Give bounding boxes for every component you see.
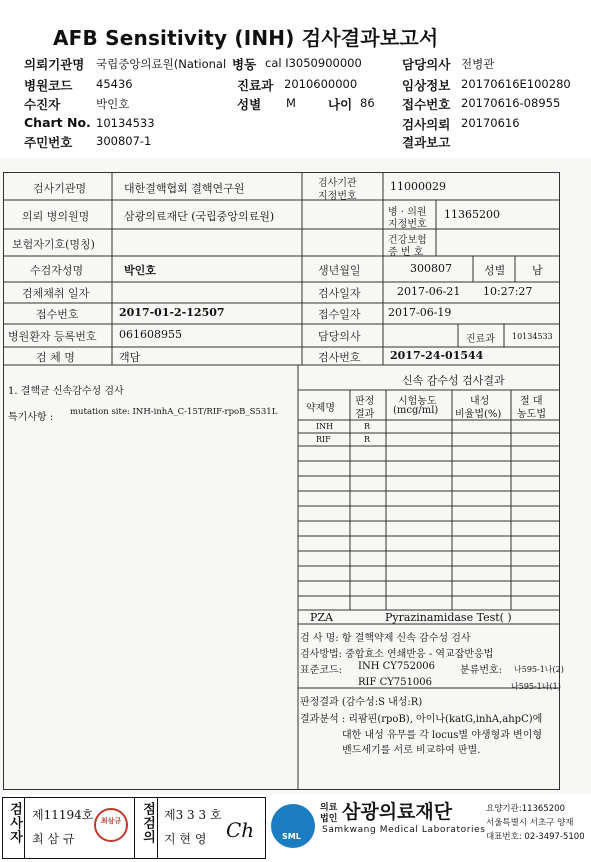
sex-form-value: 남 [532, 264, 543, 277]
drug-result-cell: R [364, 435, 371, 444]
reg-no-value: 061608955 [119, 328, 182, 341]
foundation-prefix-1: 의료 [320, 803, 338, 813]
receipt-value: 20170616-08955 [461, 96, 561, 110]
contact-line-1: 요양기관:11365200 [486, 804, 565, 814]
test-date-label: 검사일자 [318, 287, 361, 300]
specimen-label: 검 체 명 [36, 351, 75, 364]
lab-code-value: 11000029 [390, 180, 446, 193]
sex-form-label: 성별 [484, 264, 506, 277]
judge-line: 판정결과 (감수성:S 내성:R) [300, 697, 423, 708]
req-hosp-label: 의뢰 병의원명 [22, 210, 90, 223]
analysis-line-2: 대한 내성 유무를 각 locus별 야생형과 변이형 [342, 730, 543, 741]
ward-value: cal I3050900000 [265, 56, 362, 70]
inh-code: INH CY752006 [358, 661, 436, 672]
req-org-label: 의뢰기관명 [24, 57, 85, 72]
checker-label: 점검의 [140, 802, 155, 844]
test-req-label: 검사의뢰 [402, 117, 451, 132]
specimen-value: 객담 [119, 351, 141, 364]
checker-license-no: 제3 3 3 호 [164, 808, 222, 822]
col-ratio-header-1: 내성 [470, 396, 490, 407]
col-judge-header-2: 결과 [355, 409, 375, 420]
req-org-value: 국립중앙의료원(National [96, 57, 227, 71]
doctor-form-label: 담당의사 [318, 330, 361, 343]
col-conc-header-2: (mcg/ml) [393, 405, 439, 416]
patient-label: 수진자 [24, 97, 61, 112]
clinical-label: 임상정보 [402, 78, 451, 93]
patient-name-value: 박인호 [124, 264, 156, 277]
checker-signature: Ch [226, 818, 255, 842]
insured-label: 보험자기호(명칭) [12, 238, 95, 251]
report-title: AFB Sensitivity (INH) 검사결과보고서 [53, 26, 439, 50]
receipt-label: 접수번호 [402, 97, 451, 112]
tester-seal: 최삼규 [94, 808, 128, 842]
health-label-2: 증 번 호 [388, 247, 424, 258]
test-heading: 1. 결핵균 신속감수성 검사 [8, 386, 124, 397]
patient-value: 박인호 [96, 97, 130, 111]
hosp-code-label-2: 지정번호 [388, 219, 427, 230]
receipt-date-value: 2017-06-19 [388, 306, 452, 319]
col-abs-header-2: 농도법 [517, 409, 546, 420]
foundation-en-name: Samkwang Medical Laboratories [322, 825, 486, 835]
contact-line-2: 서울특별시 서초구 양재 [486, 818, 574, 828]
sml-logo-text: SML [282, 832, 301, 841]
foundation-prefix-2: 법인 [320, 814, 338, 824]
col-abs-header-1: 절 대 [520, 396, 543, 407]
lab-name-value: 대한결핵협회 결핵연구원 [124, 182, 245, 195]
col-judge-header-1: 판정 [355, 396, 375, 407]
reg-no-label: 병원환자 등록번호 [8, 330, 97, 343]
special-notes-value: mutation site: INH-inhA_C-15T/RIF-rpoB_S531L [70, 407, 278, 417]
dept-label: 진료과 [237, 78, 274, 93]
rrn-label: 주민번호 [24, 135, 73, 150]
test-date-value: 2017-06-21 [397, 285, 461, 298]
pza-label: PZA [310, 611, 333, 624]
req-hosp-value: 삼광의료재단 (국립중앙의료원) [124, 210, 275, 223]
method-test-name: 검 사 명: 항 결핵약제 신속 감수성 검사 [300, 633, 471, 644]
analysis-line-3: 밴드세기를 서로 비교하여 판별. [342, 745, 481, 756]
test-no-value: 2017-24-01544 [390, 349, 484, 362]
age-value: 86 [360, 96, 375, 110]
receipt-date-label: 접수일자 [318, 308, 361, 321]
foundation-name: 삼광의료재단 [342, 801, 453, 823]
test-no-label: 검사번호 [318, 351, 361, 364]
hosp-code-value: 11365200 [444, 208, 500, 221]
class-label: 분류번호: [460, 665, 503, 676]
rif-class: 나595-1나(1) [511, 682, 561, 691]
pza-value: Pyrazinamidase Test( ) [385, 611, 512, 624]
col-conc-header-1: 시험농도 [398, 396, 437, 407]
hosp-code-label-1: 병 · 의원 [388, 207, 427, 218]
tester-label: 검사자 [7, 802, 22, 844]
drug-name-cell: INH [316, 422, 334, 431]
doctor-value: 전병관 [461, 57, 495, 71]
col-drug-header: 약제명 [306, 403, 335, 414]
contact-line-3: 대표번호: 02-3497-5100 [486, 832, 585, 842]
chart-value: 10134533 [96, 116, 155, 130]
receipt-no-value: 2017-01-2-12507 [119, 306, 225, 319]
birth-label: 생년월일 [318, 264, 361, 277]
tester-license-no: 제11194호 [32, 808, 94, 822]
doctor-label: 담당의사 [402, 57, 451, 72]
drug-name-cell: RIF [316, 435, 331, 444]
sample-date-label: 검체채취 일자 [22, 287, 90, 300]
form-grid-lines [0, 158, 591, 794]
tester-name: 최 삼 규 [32, 832, 75, 846]
receipt-no-label: 접수번호 [36, 308, 79, 321]
analysis-line-1: 결과분석 : 리팜핀(rpoB), 아이나(katG,inhA,ahpC)에 [300, 714, 543, 725]
sex-label: 성별 [237, 97, 262, 112]
lab-code-label-2: 지정번호 [318, 191, 357, 202]
drug-result-cell: R [364, 422, 371, 431]
inh-class: 나595-1나(2) [514, 665, 564, 674]
chart-label: Chart No. [24, 115, 91, 130]
checker-name: 지 현 영 [164, 832, 207, 846]
rif-code: RIF CY751006 [358, 677, 433, 688]
clinical-value: 20170616E100280 [461, 77, 571, 91]
report-label: 결과보고 [402, 135, 451, 150]
method-line: 검사방법: 중합효소 연쇄반응 - 역교잡반응법 [300, 649, 494, 660]
rrn-value: 300807-1 [96, 134, 152, 148]
sex-value: M [286, 96, 296, 110]
lab-code-label-1: 검사기관 [318, 178, 357, 189]
dept-form-label: 진료과 [466, 334, 495, 345]
col-ratio-header-2: 비율법(%) [455, 409, 502, 420]
dept-form-value: 10134533 [512, 332, 553, 341]
ward-label: 병동 [232, 57, 257, 72]
sml-logo-icon [271, 804, 315, 848]
test-time-value: 10:27:27 [483, 285, 533, 298]
std-code-label: 표준코드: [300, 665, 343, 676]
hosp-code-label: 병원코드 [24, 78, 73, 93]
scanned-report [0, 158, 591, 794]
health-label-1: 건강보험 [388, 235, 427, 246]
hosp-code-value: 45436 [96, 77, 133, 91]
special-notes-label: 특기사항 : [8, 412, 54, 423]
report-footer [0, 794, 591, 862]
test-req-value: 20170616 [461, 116, 520, 130]
dept-value: 2010600000 [284, 77, 358, 91]
result-table-title: 신속 감수성 검사결과 [402, 374, 505, 387]
age-label: 나이 [328, 97, 353, 112]
patient-name-label: 수검자성명 [30, 264, 84, 277]
lab-name-label: 검사기관명 [33, 182, 87, 195]
birth-value: 300807 [410, 262, 452, 275]
